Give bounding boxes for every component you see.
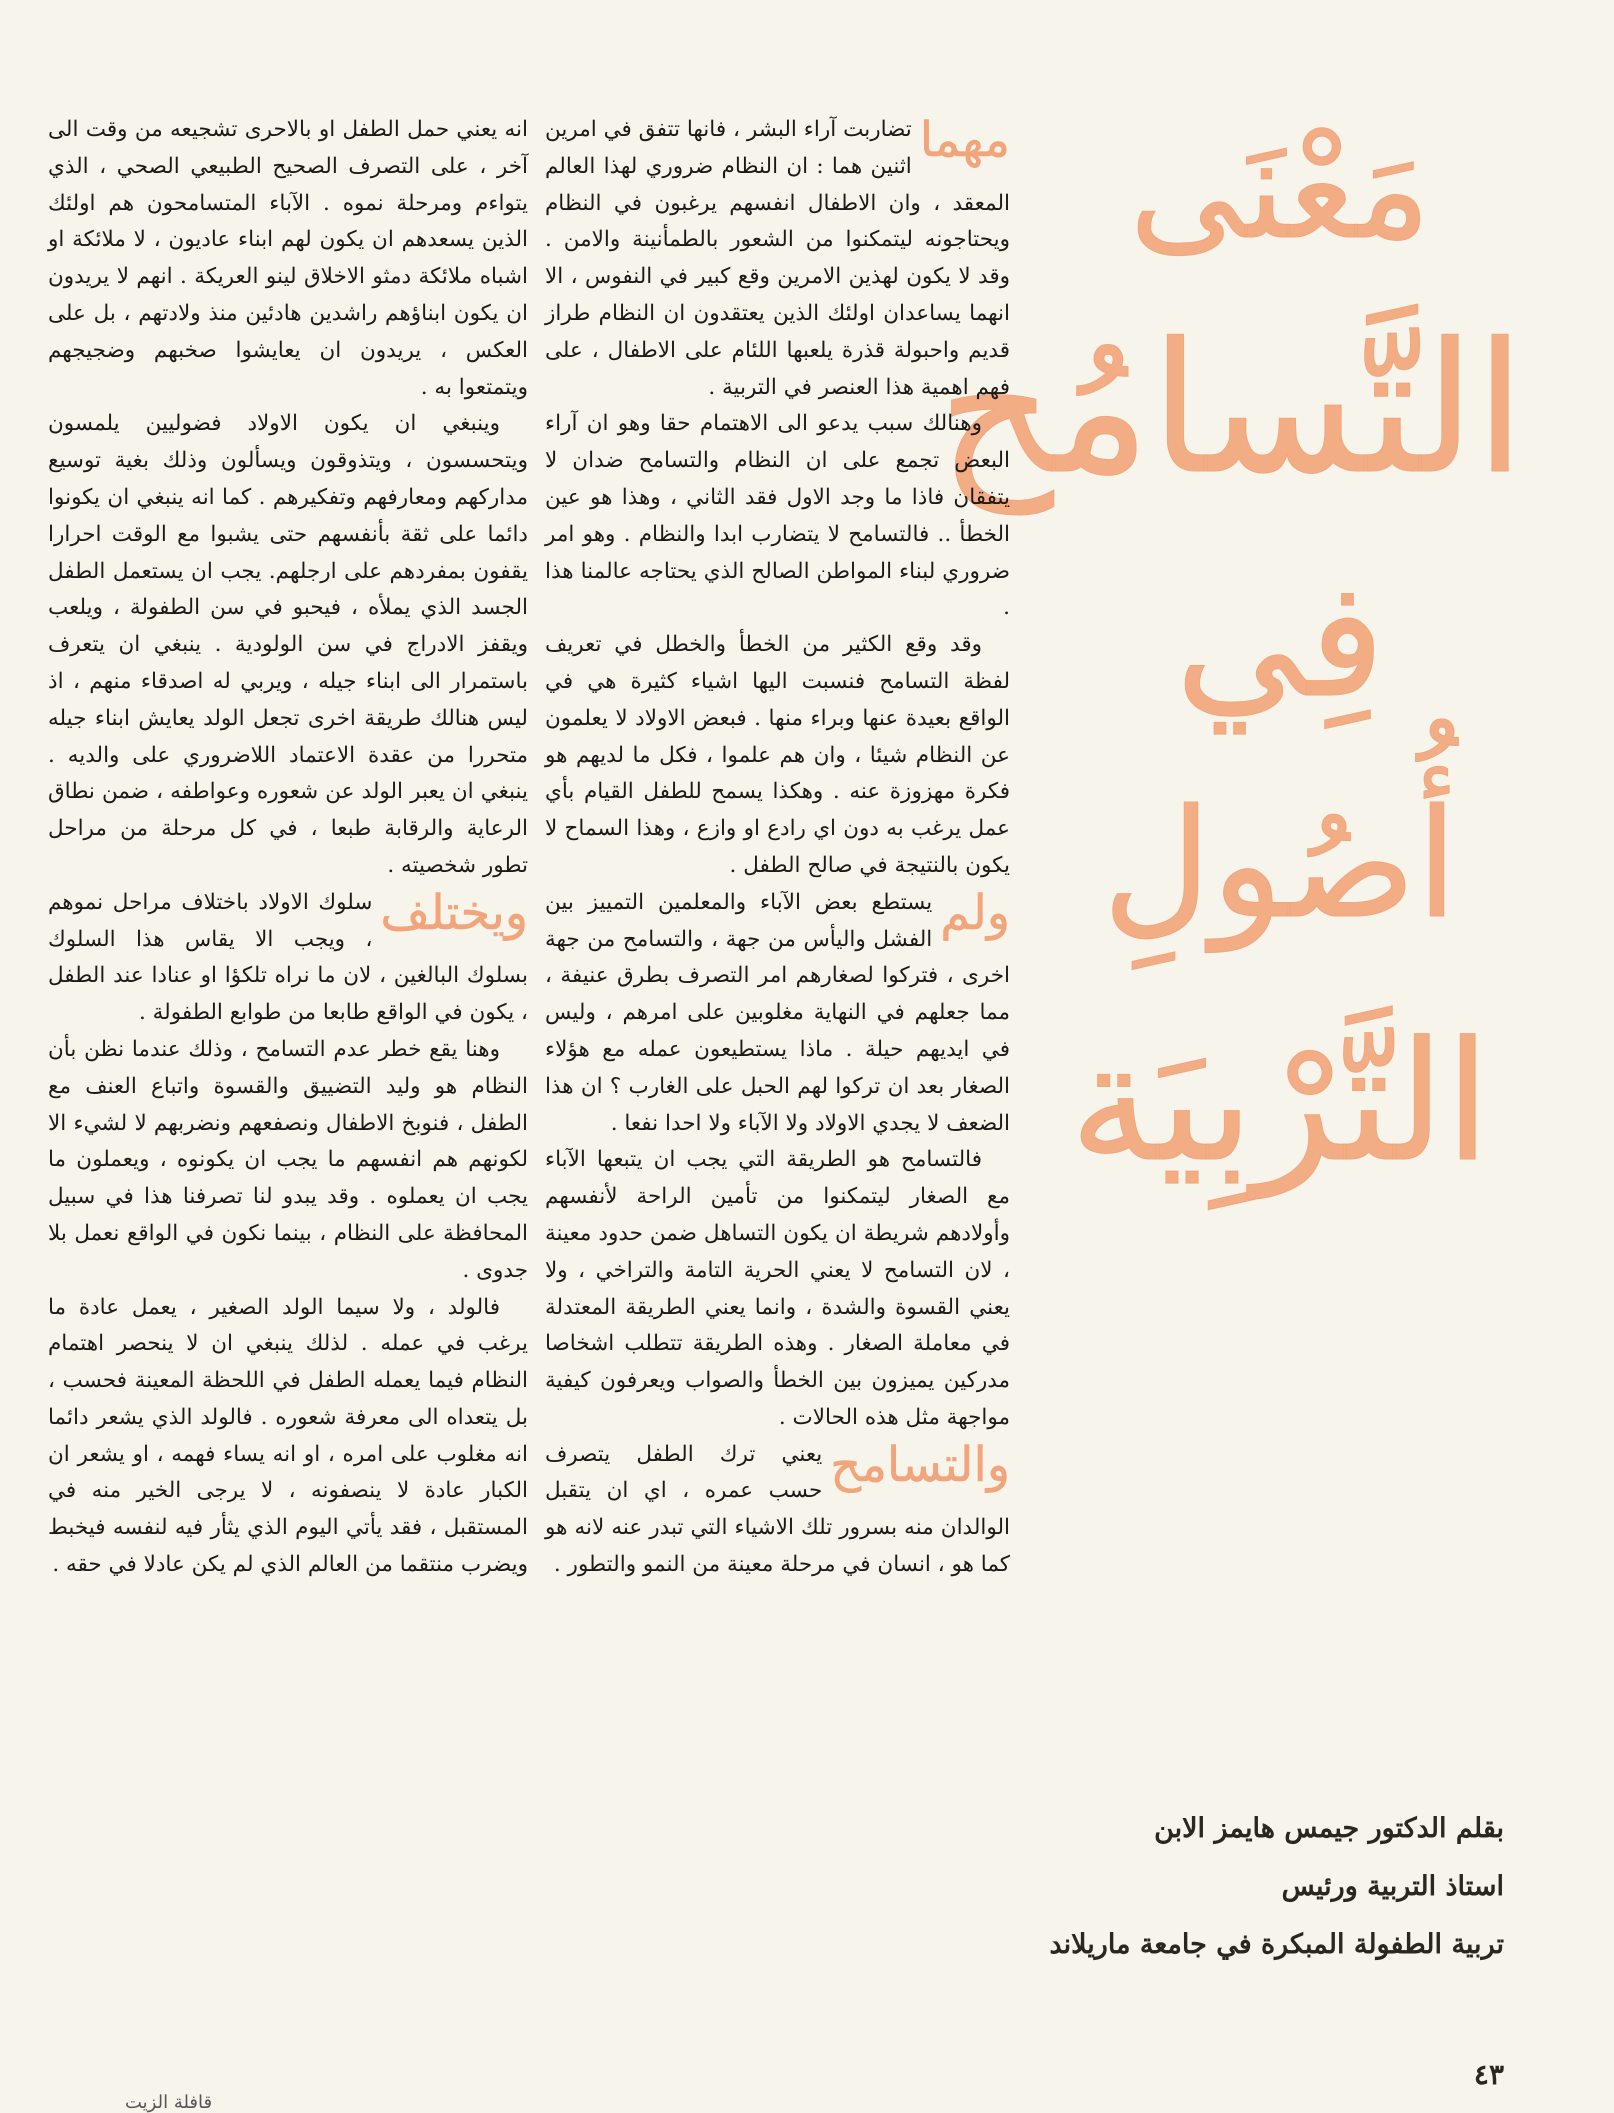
lead-word: ولم	[940, 884, 1010, 941]
paragraph: فالولد ، ولا سيما الولد الصغير ، يعمل عادة ما يرغب في عمله . لذلك ينبغي ان لا ينحصر اهتمام النظام فيما يعمله الطفل في اللحظة المعينة فحسب ، بل يتعداه الى معرفة شعوره . فالولد الذي يشعر دائما انه مغلوب على امره ، او انه يساء فهمه ، او يشعر ان الكبار عادة لا ينصفونه ، لا يرجى الخير منه في المستقبل ، فقد يأتي اليوم الذي يثأر فيه لنفسه فيخبط ويضرب منتقما من العالم الذي لم يكن عادلا في حقه .	[48, 1294, 528, 1578]
paragraph-text: تضاربت آراء البشر ، فانها تتفق في امرين اثنين هما : ان النظام ضروري لهذا العالم المعقد ، وان الاطفال انفسهم يرغبون في النظام ويحتاجونه ليتمكنوا من الشعور بالطمأنينة والامن . وقد لا يكون لهذين الامرين وقع كبير في النفوس ، الا انهما يساعدان اولئك الذين يعتقدون ان النظام طراز قديم واحبولة قذرة يلعبها اللئام على الاطفال ، على فهم اهمية هذا العنصر في التربية .	[545, 117, 1010, 400]
paragraph: وينبغي ان يكون الاولاد فضوليين يلمسون ويتحسسون ، ويتذوقون ويسألون وذلك بغية توسيع مداركهم ومعارفهم وتفكيرهم . كما انه ينبغي ان يكونوا دائما على ثقة بأنفسهم حتى يشبوا مع الوقت احرارا يقفون بمفردهم على ارجلهم. يجب ان يستعمل الطفل الجسد الذي يملأه ، فيحبو في سن الطفولة ، ويلعب ويقفز الادراج في سن الولودية . ينبغي ان يتعرف باستمرار الى ابناء جيله ، ويربي له اصدقاء منهم ، اذ ليس هنالك طريقة اخرى تجعل الولد يعايش ابناء جيله متحررا من عقدة الاعتماد اللاضروري على والديه . ينبغي ان يعبر الولد عن شعوره وعواطفه ، ضمن نطاق الرعاية والرقابة طبعا ، في كل مرحلة من مراحل تطور شخصيته .	[48, 411, 528, 878]
title-line-2: التَّسامُح	[937, 305, 1525, 514]
paragraph: وهنا يقع خطر عدم التسامح ، وذلك عندما نظن بأن النظام هو وليد التضييق والقسوة واتباع العنف مع الطفل ، فنوبخ الاطفال ونصفعهم ونضربهم لا لشيء الا لكونهم هم انفسهم ما يجب ان يكونوه ، ويعملون ما يجب ان يعملوه . وقد يبدو لنا تصرفنا هذا في سبيل المحافظة على النظام ، بينما نكون في الواقع نعمل بلا جدوى .	[48, 1036, 528, 1283]
lead-word: مهما	[919, 112, 1010, 168]
title-line-4: أُصُولِ	[1102, 778, 1458, 952]
paragraph-text: سلوك الاولاد باختلاف مراحل نموهم ، ويجب الا يقاس هذا السلوك بسلوك البالغين ، لان ما نراه تلكؤا او عنادا عند الطفل ، يكون في الواقع طابعا من طوابع الطفولة .	[48, 889, 528, 1026]
paragraph: فالتسامح هو الطريقة التي يجب ان يتبعها الآباء مع الصغار ليتمكنوا من تأمين الراحة لأنفسهم وأولادهم شريطة ان يكون التساهل ضمن حدود معينة ، لان التسامح لا يعني الحرية التامة والتراخي ، ولا يعني القسوة والشدة ، وانما يعني الطريقة المعتدلة في معاملة الصغار . وهذه الطريقة تتطلب اشخاصا مدركين يميزون بين الخطأ والصواب ويعرفون كيفية مواجهة مثل هذه الحالات .	[545, 1147, 1010, 1430]
publication-footer: قافلة الزيت	[125, 2092, 213, 2113]
paragraph	[48, 885, 528, 1032]
paragraph: انه يعني حمل الطفل او بالاحرى تشجيعه من وقت الى آخر ، على التصرف الصحيح الطبيعي الصحي ، الذي يتواءم ومرحلة نموه . الآباء المتسامحون هم اولئك الذين يسعدهم ان يكون لهم ابناء عاديون ، لا ملائكة او اشباه ملائكة دمثو الاخلاق لينو العريكة . انهم لا يريدون ان يكون ابناؤهم راشدين هادئين منذ ولادتهم ، بل على العكس ، يريدون ان يعايشوا صخبهم وضجيجهم ويتمتعوا به .	[48, 117, 528, 400]
lead-word: والتسامح	[830, 1436, 1010, 1493]
byline-author: بقلم الدكتور جيمس هايمز الابن	[1154, 1813, 1504, 1844]
paragraph	[545, 1437, 1010, 1584]
lead-word: ويختلف	[380, 884, 528, 941]
text-column-left	[48, 112, 528, 1584]
paragraph	[545, 112, 1010, 406]
title-line-3: فِي	[1175, 546, 1385, 733]
paragraph: وقد وقع الكثير من الخطأ والخطل في تعريف لفظة التسامح فنسبت اليها اشياء كثيرة هي في الواقع بعيدة عنها وبراء منها . فبعض الاولاد لا يعلمون عن النظام شيئا ، وان هم علموا ، فكل ما لديهم هو فكرة مهزوزة عنه . وهكذا يسمح للطفل القيام بأي عمل يرغب به دون اي رادع او وازع ، وهذا السماح لا يكون بالنتيجة في صالح الطفل .	[545, 632, 1010, 878]
text-column-right	[545, 112, 1010, 1584]
paragraph-text: يستطع بعض الآباء والمعلمين التمييز بين الفشل واليأس من جهة ، والتسامح من جهة اخرى ، فتركوا لصغارهم امر التصرف بطرق عنيفة ، مما جعلهم في النهاية مغلوبين على امرهم ، وليس في ايديهم حيلة . ماذا يستطيعون عمله مع هؤلاء الصغار بعد ان تركوا لهم الحبل على الغارب ؟ ان هذا الضعف لا يجدي الاولاد ولا الآباء ولا احدا نفعا .	[545, 889, 1010, 1136]
paragraph	[545, 885, 1010, 1143]
paragraph: وهنالك سبب يدعو الى الاهتمام حقا وهو ان آراء البعض تجمع على ان النظام والتسامح ضدان لا يتفقان فاذا ما وجد الاول فقد الثاني ، وهذا هو عين الخطأ .. فالتسامح لا يتضارب ابدا والنظام . وهو امر ضروري لبناء المواطن الصالح الذي يحتاجه عالمنا هذا .	[545, 411, 1010, 621]
author-byline	[1034, 1800, 1504, 1974]
title-line-1: مَعْنَى	[1129, 108, 1431, 271]
byline-position: استاذ التربية ورئيس	[1281, 1871, 1504, 1902]
title-line-5: التَّرْبِيَة	[1069, 1006, 1491, 1198]
paragraph-text: يعني ترك الطفل يتصرف حسب عمره ، اي ان يتقبل الوالدان منه بسرور تلك الاشياء التي تبدر عنه لانه هو كما هو ، انسان في مرحلة معينة من النمو والتطور .	[545, 1441, 1010, 1578]
page-number: ٤٣	[1473, 2058, 1504, 2091]
byline-department: تربية الطفولة المبكرة في جامعة ماريلاند	[1049, 1929, 1504, 1960]
